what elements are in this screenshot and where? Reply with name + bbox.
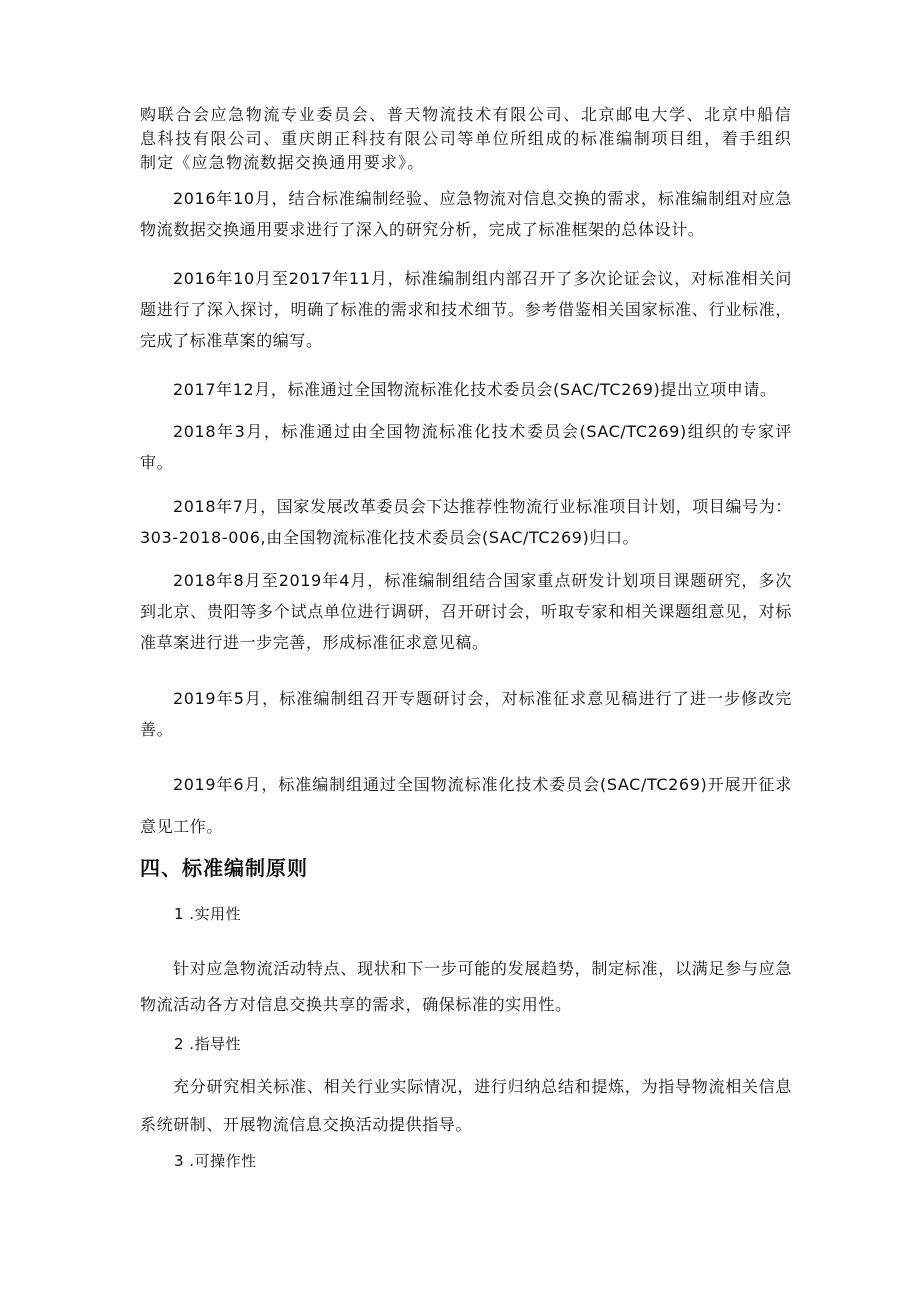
paragraph-2017-dec: 2017年12月，标准通过全国物流标准化技术委员会(SAC/TC269)提出立项申请。: [173, 380, 777, 399]
principle-2-title: 2 .指导性: [174, 1035, 242, 1053]
principle-2-text: 充分研究相关标准、相关行业实际情况，进行归纳总结和提炼，为指导物流相关信息系统研制、开展物流信息交换活动提供指导。: [140, 1077, 792, 1134]
paragraph-2019-jun: 2019年6月，标准编制组通过全国物流标准化技术委员会(SAC/TC269)开展开征求意见工作。: [140, 775, 792, 836]
principle-1-text: 针对应急物流活动特点、现状和下一步可能的发展趋势，制定标准，以满足参与应急物流活动各方对信息交换共享的需求，确保标准的实用性。: [140, 959, 792, 1014]
paragraph-2019-may: 2019年5月，标准编制组召开专题研讨会，对标准征求意见稿进行了进一步修改完善。: [140, 689, 792, 739]
principle-3-title: 3 .可操作性: [174, 1152, 257, 1170]
principle-1-title: 1 .实用性: [174, 905, 242, 923]
section-heading: 四、标准编制原则: [140, 856, 308, 880]
paragraph-2018-jul: 2018年7月，国家发展改革委员会下达推荐性物流行业标准项目计划，项目编号为：303-2018-006,由全国物流标准化技术委员会(SAC/TC269)归口。: [140, 497, 792, 547]
paragraph-2018-2019: 2018年8月至2019年4月，标准编制组结合国家重点研发计划项目课题研究，多次到北京、贵阳等多个试点单位进行调研，召开研讨会，听取专家和相关课题组意见，对标准草案进行进一步完善，形成标准征求意见稿。: [140, 571, 792, 652]
paragraph-2016-oct: 2016年10月，结合标准编制经验、应急物流对信息交换的需求，标准编制组对应急物流数据交换通用要求进行了深入的研究分析，完成了标准框架的总体设计。: [140, 189, 792, 239]
paragraph-2016-2017: 2016年10月至2017年11月，标准编制组内部召开了多次论证会议，对标准相关问题进行了深入探讨，明确了标准的需求和技术细节。参考借鉴相关国家标准、行业标准，完成了标准草案的编写。: [140, 269, 792, 350]
intro-paragraph: 购联合会应急物流专业委员会、普天物流技术有限公司、北京邮电大学、北京中船信息科技有限公司、重庆朗正科技有限公司等单位所组成的标准编制项目组，着手组织制定《应急物流数据交换通用要求》。: [140, 105, 792, 172]
paragraph-2018-mar: 2018年3月，标准通过由全国物流标准化技术委员会(SAC/TC269)组织的专家评审。: [140, 422, 792, 472]
